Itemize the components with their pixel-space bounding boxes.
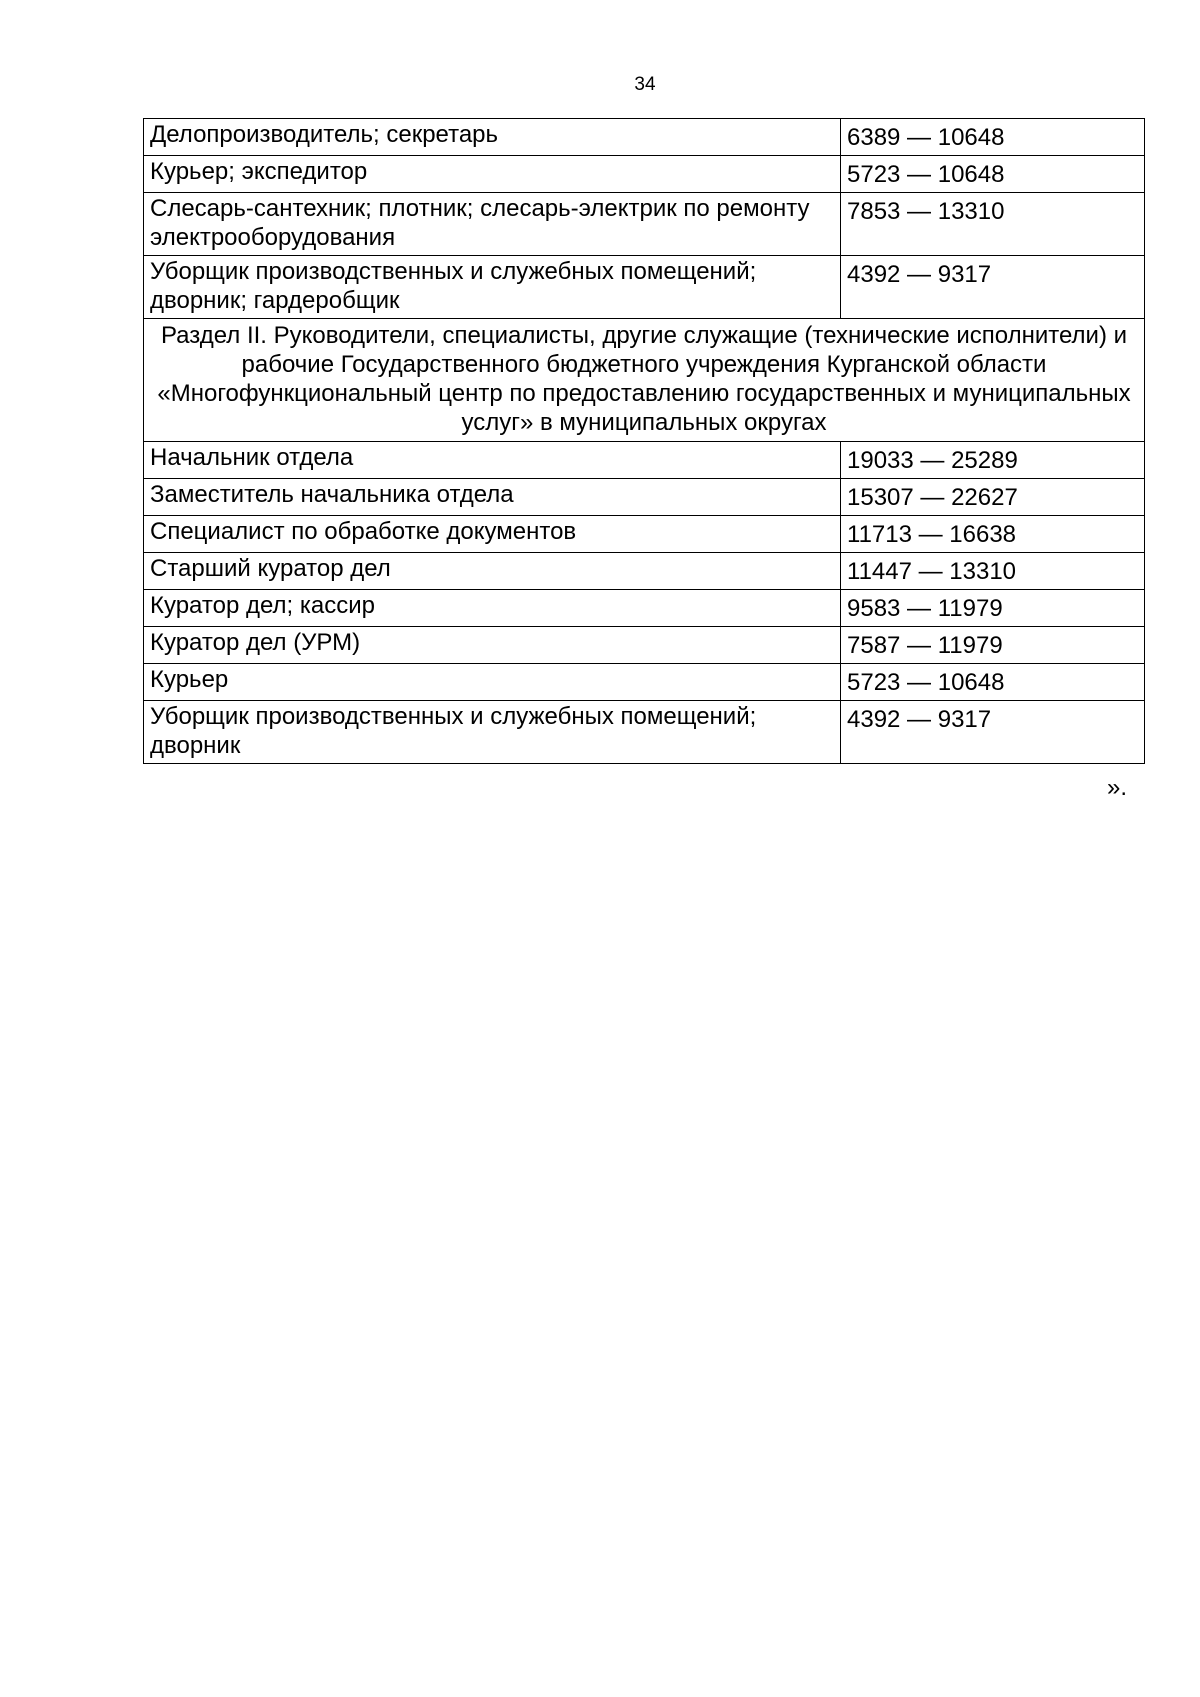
salary-range-cell: 19033 — 25289 <box>841 442 1145 479</box>
position-cell: Слесарь-сантехник; плотник; слесарь-электрик по ремонту электрооборудования <box>144 193 841 256</box>
table-row <box>144 701 1145 764</box>
position-cell: Начальник отдела <box>144 442 841 479</box>
position-cell: Заместитель начальника отдела <box>144 479 841 516</box>
salary-range-cell: 11447 — 13310 <box>841 553 1145 590</box>
table-row <box>144 256 1145 319</box>
position-cell: Специалист по обработке документов <box>144 516 841 553</box>
salary-range-cell: 4392 — 9317 <box>841 701 1145 764</box>
salary-range-cell: 7853 — 13310 <box>841 193 1145 256</box>
position-cell: Старший куратор дел <box>144 553 841 590</box>
position-cell: Курьер <box>144 664 841 701</box>
table-row <box>144 193 1145 256</box>
table-row <box>144 479 1145 516</box>
salary-range-cell: 7587 — 11979 <box>841 627 1145 664</box>
page-number: 34 <box>634 74 656 95</box>
salary-range-cell: 9583 — 11979 <box>841 590 1145 627</box>
table-row <box>144 664 1145 701</box>
salary-table <box>143 118 1145 764</box>
position-cell: Делопроизводитель; секретарь <box>144 119 841 156</box>
table-row <box>144 442 1145 479</box>
table-row <box>144 590 1145 627</box>
table-row <box>144 119 1145 156</box>
salary-range-cell: 6389 — 10648 <box>841 119 1145 156</box>
salary-range-cell: 4392 — 9317 <box>841 256 1145 319</box>
position-cell: Куратор дел (УРМ) <box>144 627 841 664</box>
closing-quote-mark: ». <box>1107 774 1128 801</box>
position-cell: Уборщик производственных и служебных помещений; дворник <box>144 701 841 764</box>
table-row <box>144 553 1145 590</box>
table-row <box>144 156 1145 193</box>
position-cell: Уборщик производственных и служебных помещений; дворник; гардеробщик <box>144 256 841 319</box>
salary-range-cell: 11713 — 16638 <box>841 516 1145 553</box>
salary-range-cell: 15307 — 22627 <box>841 479 1145 516</box>
salary-range-cell: 5723 — 10648 <box>841 156 1145 193</box>
position-cell: Курьер; экспедитор <box>144 156 841 193</box>
table-row <box>144 516 1145 553</box>
section-heading: Раздел II. Руководители, специалисты, другие служащие (технические исполнители) и рабочие Государственного бюджетного учреждения Курганской области «Многофункциональный центр по предоставлению государственных и муниципальных услуг» в муниципальных округах <box>144 319 1145 442</box>
table-row <box>144 627 1145 664</box>
salary-range-cell: 5723 — 10648 <box>841 664 1145 701</box>
section-heading-row <box>144 319 1145 442</box>
position-cell: Куратор дел; кассир <box>144 590 841 627</box>
